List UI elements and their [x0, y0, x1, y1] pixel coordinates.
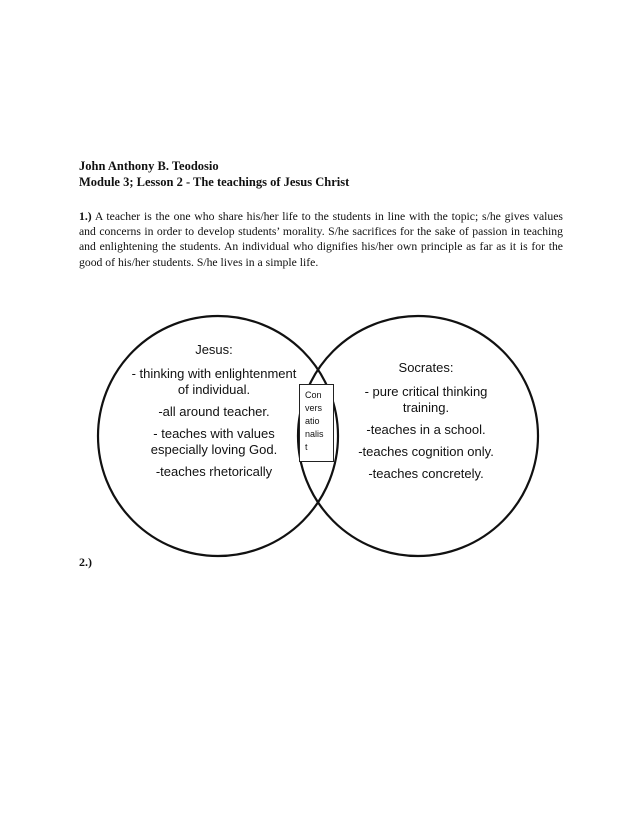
question-number-1: 1.): [79, 210, 92, 223]
jesus-item: - thinking with enlightenment of individual.: [131, 366, 297, 397]
overlap-line: atio: [305, 416, 320, 426]
socrates-column: [340, 360, 512, 488]
socrates-item: -teaches cognition only.: [358, 444, 494, 459]
jesus-item: -teaches rhetorically: [155, 464, 273, 479]
overlap-box: [299, 384, 334, 462]
socrates-item: -teaches in a school.: [366, 422, 486, 437]
jesus-item: -all around teacher.: [158, 404, 270, 419]
question-number-2: 2.): [79, 555, 92, 569]
socrates-title: Socrates:: [398, 360, 454, 375]
overlap-line: nalis: [305, 429, 324, 439]
overlap-line: t: [305, 442, 308, 452]
jesus-column: [126, 342, 302, 486]
overlap-line: Con: [305, 390, 322, 400]
overlap-line: vers: [305, 403, 323, 413]
jesus-item: - teaches with values especially loving God.: [150, 426, 278, 457]
socrates-item: - pure critical thinking training.: [364, 384, 488, 415]
jesus-title: Jesus:: [195, 342, 233, 357]
answer-1-text: A teacher is the one who share his/her life to the students in line with the topic; s/he gives values and concerns in order to develop students’ morality. S/he sacrifices for the sake of passion in teaching and enlightening the students. An individual who dignifies his/her own principle as far as it is for the good of his/her students. S/he lives in a simple life.: [79, 210, 563, 269]
author-name: John Anthony B. Teodosio: [79, 159, 219, 173]
socrates-item: -teaches concretely.: [368, 466, 484, 481]
module-title: Module 3; Lesson 2 - The teachings of Jesus Christ: [79, 175, 350, 189]
